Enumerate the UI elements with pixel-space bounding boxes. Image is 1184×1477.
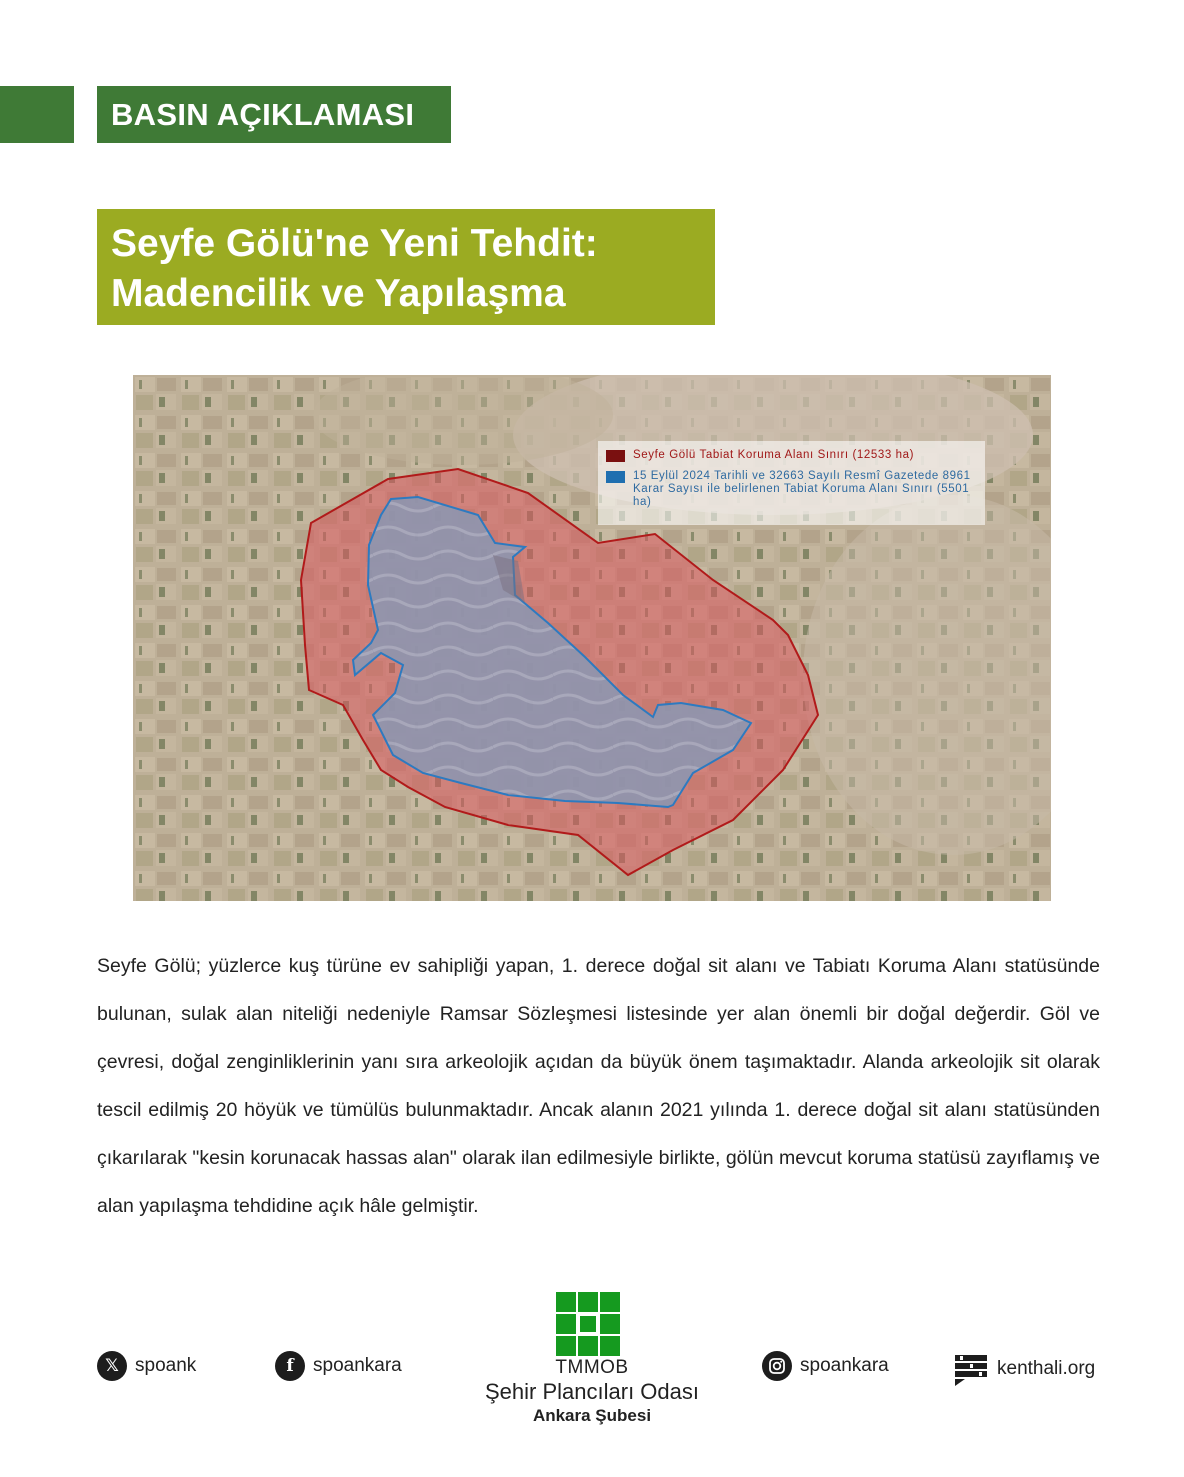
legend-item-outer bbox=[606, 449, 977, 462]
press-release-tag bbox=[97, 86, 451, 143]
website-url: kenthali.org bbox=[997, 1358, 1096, 1379]
title-line-1: Seyfe Gölü'ne Yeni Tehdit: bbox=[111, 222, 598, 265]
instagram-handle: spoankara bbox=[800, 1355, 889, 1376]
org-tmmob: TMMOB bbox=[555, 1357, 629, 1378]
legend-text-outer: Seyfe Gölü Tabiat Koruma Alanı Sınırı (12533 ha) bbox=[633, 449, 915, 461]
website-link[interactable] bbox=[953, 1351, 1095, 1387]
organization-name bbox=[442, 1357, 742, 1427]
left-accent-bar bbox=[0, 86, 74, 143]
legend-text-inner: 15 Eylül 2024 Tarihli ve 32663 Sayılı Resmî Gazetede 8961 Karar Sayısı ile belirlenen Tabiat Koruma Alanı Sınırı (5501 ha) bbox=[633, 470, 971, 508]
press-release-label: BASIN AÇIKLAMASI bbox=[111, 96, 415, 132]
facebook-link[interactable] bbox=[275, 1351, 402, 1381]
satellite-map bbox=[133, 375, 1051, 901]
map-legend bbox=[598, 441, 985, 525]
x-icon: 𝕏 bbox=[97, 1351, 127, 1381]
twitter-link[interactable] bbox=[97, 1351, 196, 1381]
twitter-handle: spoank bbox=[135, 1355, 197, 1376]
legend-swatch-red bbox=[606, 450, 625, 462]
instagram-link[interactable] bbox=[762, 1351, 889, 1381]
legend-swatch-blue bbox=[606, 471, 625, 483]
title-line-2: Madencilik ve Yapılaşma bbox=[111, 272, 566, 315]
legend-item-inner bbox=[606, 470, 977, 509]
facebook-icon: f bbox=[275, 1351, 305, 1381]
instagram-icon bbox=[762, 1351, 792, 1381]
body-paragraph: Seyfe Gölü; yüzlerce kuş türüne ev sahipliği yapan, 1. derece doğal sit alanı ve Tabiatı Koruma Alanı statüsünde bulunan, sulak alan niteliği nedeniyle Ramsar Sözleşmesi listesinde yer alan önemli bir doğal değerdir. Göl ve çevresi, doğal zenginliklerinin yanı sıra arkeolojik açıdan da büyük önem taşımaktadır. Alanda arkeolojik sit olarak tescil edilmiş 20 höyük ve tümülüs bulunmaktadır. Ancak alanın 2021 yılında 1. derece doğal sit alanı statüsünden çıkarılarak "kesin korunacak hassas alan" olarak ilan edilmesiyle birlikte, gölün mevcut koruma statüsü zayıflamış ve alan yapılaşma tehdidine açık hâle gelmiştir. bbox=[97, 955, 1100, 1217]
title-box bbox=[97, 209, 715, 325]
kenthali-logo-icon bbox=[953, 1351, 989, 1387]
org-branch: Ankara Şubesi bbox=[532, 1406, 652, 1425]
org-main-name: Şehir Plancıları Odası bbox=[485, 1379, 699, 1404]
tmmob-logo-icon bbox=[556, 1292, 620, 1356]
facebook-handle: spoankara bbox=[313, 1355, 402, 1376]
